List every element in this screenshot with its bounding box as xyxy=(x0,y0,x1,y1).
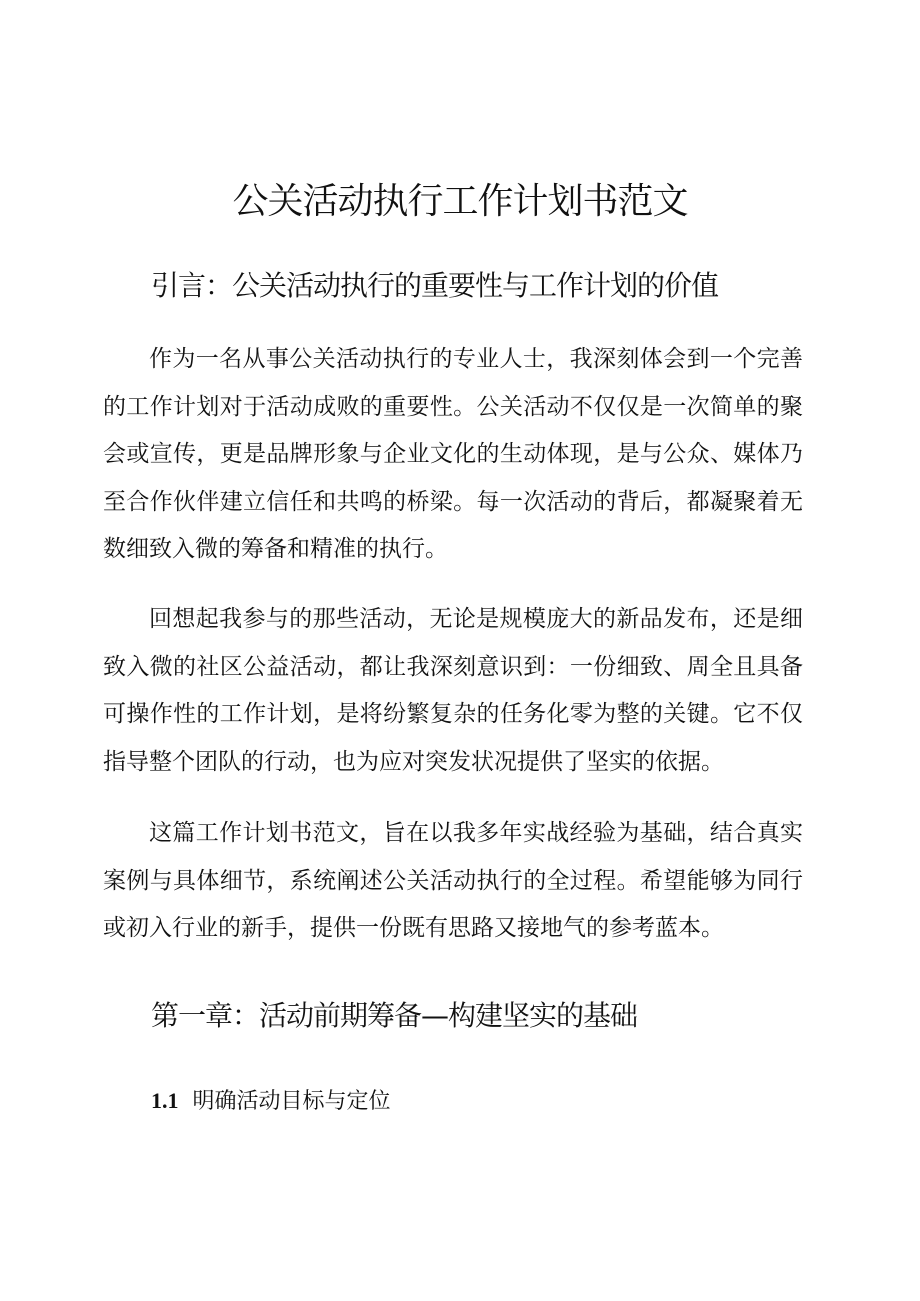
document-title: 公关活动执行工作计划书范文 xyxy=(232,181,688,222)
intro-heading: 引言：公关活动执行的重要性与工作计划的价值 xyxy=(151,269,719,302)
section-title: 明确活动目标与定位 xyxy=(192,1089,391,1114)
paragraph-1: 作为一名从事公关活动执行的专业人士，我深刻体会到一个完善的工作计划对于活动成败的重要性。公关活动不仅仅是一次简单的聚会或宣传，更是品牌形象与企业文化的生动体现，是与公众、媒体乃至合作伙伴建立信任和共鸣的桥梁。每一次活动的背后，都凝聚着无数细致入微的筹备和精准的执行。 xyxy=(103,346,803,562)
section-number: 1.1 xyxy=(151,1088,179,1113)
section-1-1-heading xyxy=(151,1083,391,1120)
chapter-1-heading: 第一章：活动前期筹备—构建坚实的基础 xyxy=(151,999,638,1032)
paragraph-2: 回想起我参与的那些活动，无论是规模庞大的新品发布，还是细致入微的社区公益活动，都让我深刻意识到：一份细致、周全且具备可操作性的工作计划，是将纷繁复杂的任务化零为整的关键。它不仅指导整个团队的行动，也为应对突发状况提供了坚实的依据。 xyxy=(103,606,803,775)
paragraph-3: 这篇工作计划书范文，旨在以我多年实战经验为基础，结合真实案例与具体细节，系统阐述公关活动执行的全过程。希望能够为同行或初入行业的新手，提供一份既有思路又接地气的参考蓝本。 xyxy=(103,820,803,941)
